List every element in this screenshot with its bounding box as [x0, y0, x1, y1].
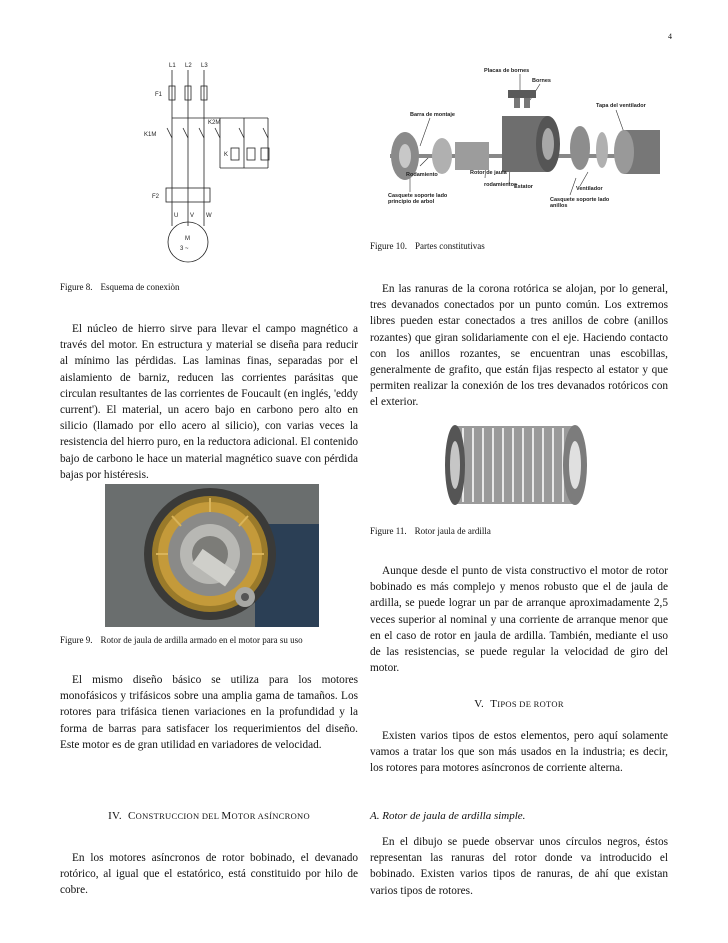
- figure-11-caption: [370, 525, 491, 537]
- section-4-cap-1: C: [128, 810, 136, 822]
- terminal-w: W: [206, 213, 212, 219]
- subsection-a-heading: A. Rotor de jaula de ardilla simple.: [370, 810, 526, 822]
- terminal-v: V: [190, 213, 195, 219]
- right-paragraph-4: En el dibujo se puede observar unos círculos negros, éstos representan las ranuras del rotor donde va introducido el bobinado. Existen varios tipos de ranuras, de ahí que existan varios tipos de rotores.: [370, 836, 668, 897]
- squirrel-cage-image: [445, 408, 595, 518]
- part-terminals: Bornes: [532, 78, 551, 84]
- page-number: 4: [668, 32, 672, 41]
- motor-parts-diagram: [380, 60, 670, 220]
- figure-9-text: Rotor de jaula de ardilla armado en el motor para su uso: [100, 635, 303, 645]
- figure-8-label: Figure 8.: [60, 282, 93, 292]
- right-paragraph-2: Aunque desde el punto de vista constructivo el motor de rotor bobinado es más complejo y menos robusto que el de jaula de ardilla, se puede lograr un par de arranque aproximadamente 2,5 veces superior al nominal y una corriente de arranque menor que en el caso de rotor en jaula de ardilla. También, mediante el uso de las resistencias, se puede regular la velocidad de giro del motor.: [370, 565, 668, 675]
- motor-label: M: [185, 236, 190, 242]
- line-label-l2: L2: [185, 63, 192, 69]
- left-paragraph-2: El mismo diseño básico se utiliza para los motores monofásicos y trifásicos sobre una amplia gama de tamaños. Los rotores para trifásica tienen variaciones en la profundidad y la forma de barras para satisfacer los requerimientos del diseño. Este motor es de gran utilidad en variadores de velocidad.: [60, 674, 358, 751]
- section-4-smallcaps-2: OTOR ASÍNCRONO: [231, 811, 310, 821]
- left-paragraph-1: El núcleo de hierro sirve para llevar el campo magnético a través del motor. En estructura y material se diseña para reducir al mínimo las pérdidas. Las laminas finas, separadas por el aislamiento de barniz, reducen las corrientes parásitas que circulan resultantes de las corrientes de Foucault (en inglés, 'eddy current'). El material, un acero bajo en carbono pero alto en silicio (llamado por ello acero al silicio), con varias veces la resistencia del hierro puro, en la reductora adicional. El contenido bajo de carbono le hace un material magnético suave con pérdida bajas por histéresis.: [60, 323, 358, 481]
- line-label-l1: L1: [169, 63, 176, 69]
- fuse-f1-label: F1: [155, 92, 163, 98]
- resistor-k-label: K: [224, 152, 229, 158]
- part-bearing: Rodamiento: [406, 172, 438, 178]
- figure-9-caption: [60, 634, 303, 646]
- section-4-number: IV.: [108, 810, 122, 822]
- section-5-heading: [370, 698, 668, 710]
- part-fan: Ventilador: [576, 186, 603, 192]
- section-5-number: V.: [474, 698, 485, 710]
- right-paragraph-3: Existen varios tipos de estos elementos, pero aquí solamente vamos a tratar los que son más usados en la industria; es decir, los rotores para motores asíncronos de corriente alterna.: [370, 730, 668, 775]
- section-4-cap-2: M: [221, 810, 232, 822]
- part-terminal-plate: Placas de bornes: [484, 68, 530, 74]
- part-rear-end-shield: Casquete soporte lado anillos: [550, 197, 610, 209]
- part-front-end-shield: Casquete soporte lado principio de arbol: [388, 193, 448, 205]
- rotor-photo: [105, 484, 319, 627]
- terminal-u: U: [174, 213, 179, 219]
- part-bearings: rodamientos: [484, 182, 518, 188]
- part-rotor: Rotor de jaula: [470, 170, 507, 176]
- part-stator: Estator: [514, 184, 533, 190]
- figure-8-caption: [60, 281, 179, 293]
- motor-phase-label: 3 ~: [180, 246, 189, 252]
- part-fan-cover: Tapa del ventilador: [596, 103, 646, 109]
- contactor-k1m-label: K1M: [144, 132, 157, 138]
- figure-8-text: Esquema de conexiòn: [100, 282, 180, 292]
- section-4-smallcaps-1: ONSTRUCCION DEL: [135, 811, 222, 821]
- section-5-cap-1: T: [490, 698, 498, 710]
- section-4-heading: [60, 810, 358, 822]
- contactor-k2m-label: K2M: [208, 120, 221, 126]
- figure-11-label: Figure 11.: [370, 526, 407, 536]
- part-mounting-bar: Barra de montaje: [410, 112, 455, 118]
- line-label-l3: L3: [201, 63, 208, 69]
- left-paragraph-3: En los motores asíncronos de rotor bobinado, el devanado rotórico, al igual que el estatórico, está constituido por hilo de cobre.: [60, 852, 358, 897]
- right-paragraph-1: En las ranuras de la corona rotórica se alojan, por lo general, tres devanados conectados por un punto común. Los extremos libres pueden estar conectados a tres anillos de cobre (anillos rozantes) que giran solidariamente con el eje. Haciendo contacto con los anillos rozantes, se encuentran unas escobillas, generalmente de grafito, que están fijas respecto al estator y que permiten realizar la conexión de los tres devanados rotóricos con el exterior.: [370, 283, 668, 409]
- relay-f2-label: F2: [152, 194, 160, 200]
- section-5-smallcaps-1: IPOS DE ROTOR: [497, 699, 564, 709]
- figure-9-label: Figure 9.: [60, 635, 93, 645]
- figure-11-text: Rotor jaula de ardilla: [414, 526, 491, 536]
- figure-10-caption: [370, 240, 485, 252]
- connection-diagram: [140, 58, 290, 263]
- figure-10-label: Figure 10.: [370, 241, 407, 251]
- figure-10-text: Partes constitutivas: [415, 241, 485, 251]
